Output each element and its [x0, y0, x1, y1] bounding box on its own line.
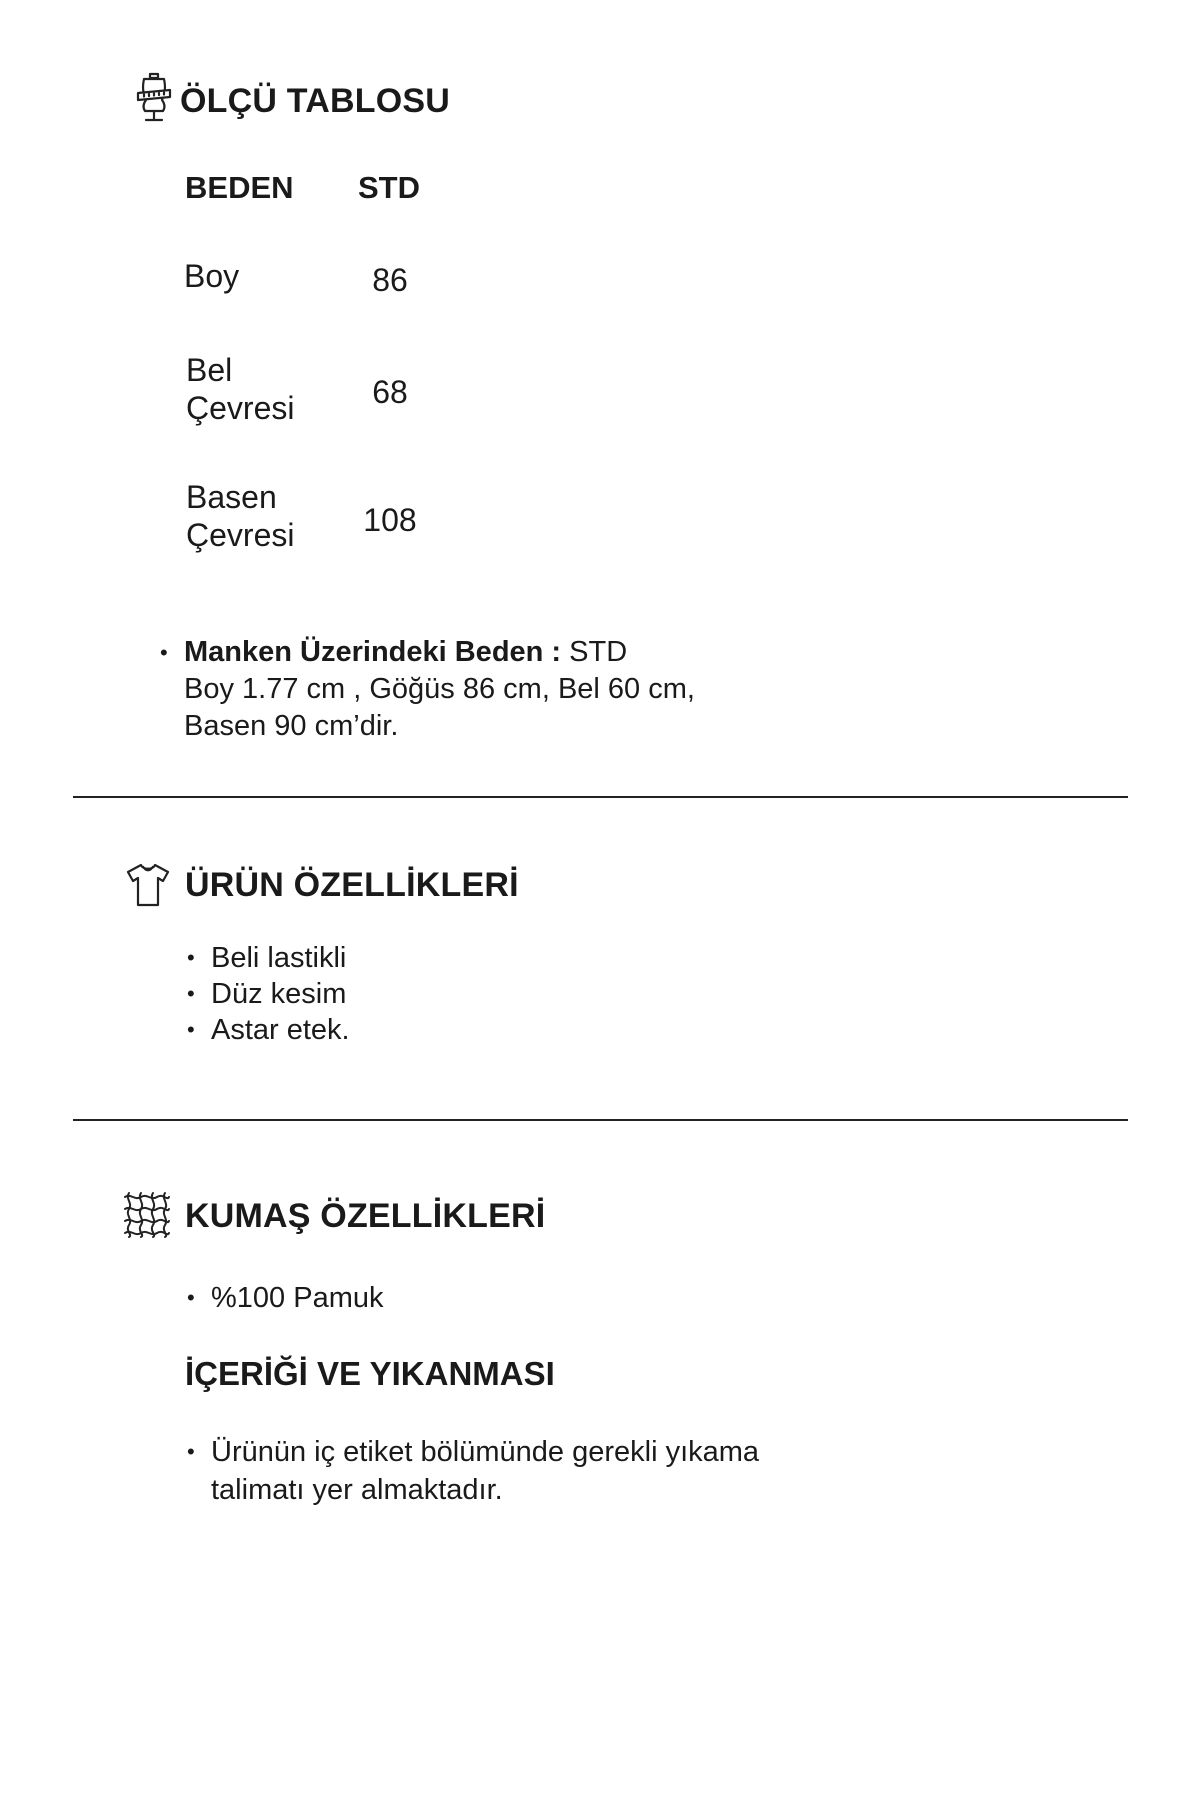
product-features-list [187, 940, 350, 1048]
column-header-std: STD [358, 170, 420, 205]
table-row-value: 108 [363, 502, 417, 538]
list-item: • Düz kesim [187, 976, 350, 1012]
table-row-label: Bel Çevresi [186, 352, 295, 426]
list-item: • %100 Pamuk [187, 1280, 384, 1316]
section-divider [73, 1119, 1128, 1121]
care-instructions: • Ürünün iç etiket bölümünde gerekli yıkama talimatı yer almaktadır. [187, 1433, 759, 1509]
model-size-note [160, 634, 695, 745]
section-divider [73, 796, 1128, 798]
model-measurements-line: Boy 1.77 cm , Göğüs 86 cm, Bel 60 cm, [184, 673, 695, 705]
bullet: • [187, 1439, 195, 1464]
care-title: İÇERİĞİ VE YIKANMASI [185, 1355, 555, 1392]
mannequin-tape-icon [136, 70, 172, 124]
fabric-features-list [187, 1280, 384, 1316]
fabric-features-title: KUMAŞ ÖZELLİKLERİ [185, 1197, 546, 1235]
table-row-value: 86 [372, 262, 408, 298]
model-size-value: STD [569, 636, 628, 668]
product-features-title: ÜRÜN ÖZELLİKLERİ [185, 866, 519, 904]
fabric-weave-icon [123, 1191, 171, 1239]
list-item: • Beli lastikli [187, 940, 350, 976]
table-row-label: Boy [184, 258, 240, 294]
table-row-value: 68 [372, 374, 408, 410]
list-item: • Astar etek. [187, 1012, 350, 1048]
column-header-beden: BEDEN [185, 170, 294, 205]
model-size-label: Manken Üzerindeki Beden : [184, 636, 562, 668]
size-table-title: ÖLÇÜ TABLOSU [180, 82, 450, 120]
model-measurements-line: Basen 90 cm’dir. [184, 710, 399, 742]
table-row-label: Basen Çevresi [186, 479, 295, 553]
bullet: • [160, 640, 168, 665]
tshirt-icon [125, 862, 171, 908]
